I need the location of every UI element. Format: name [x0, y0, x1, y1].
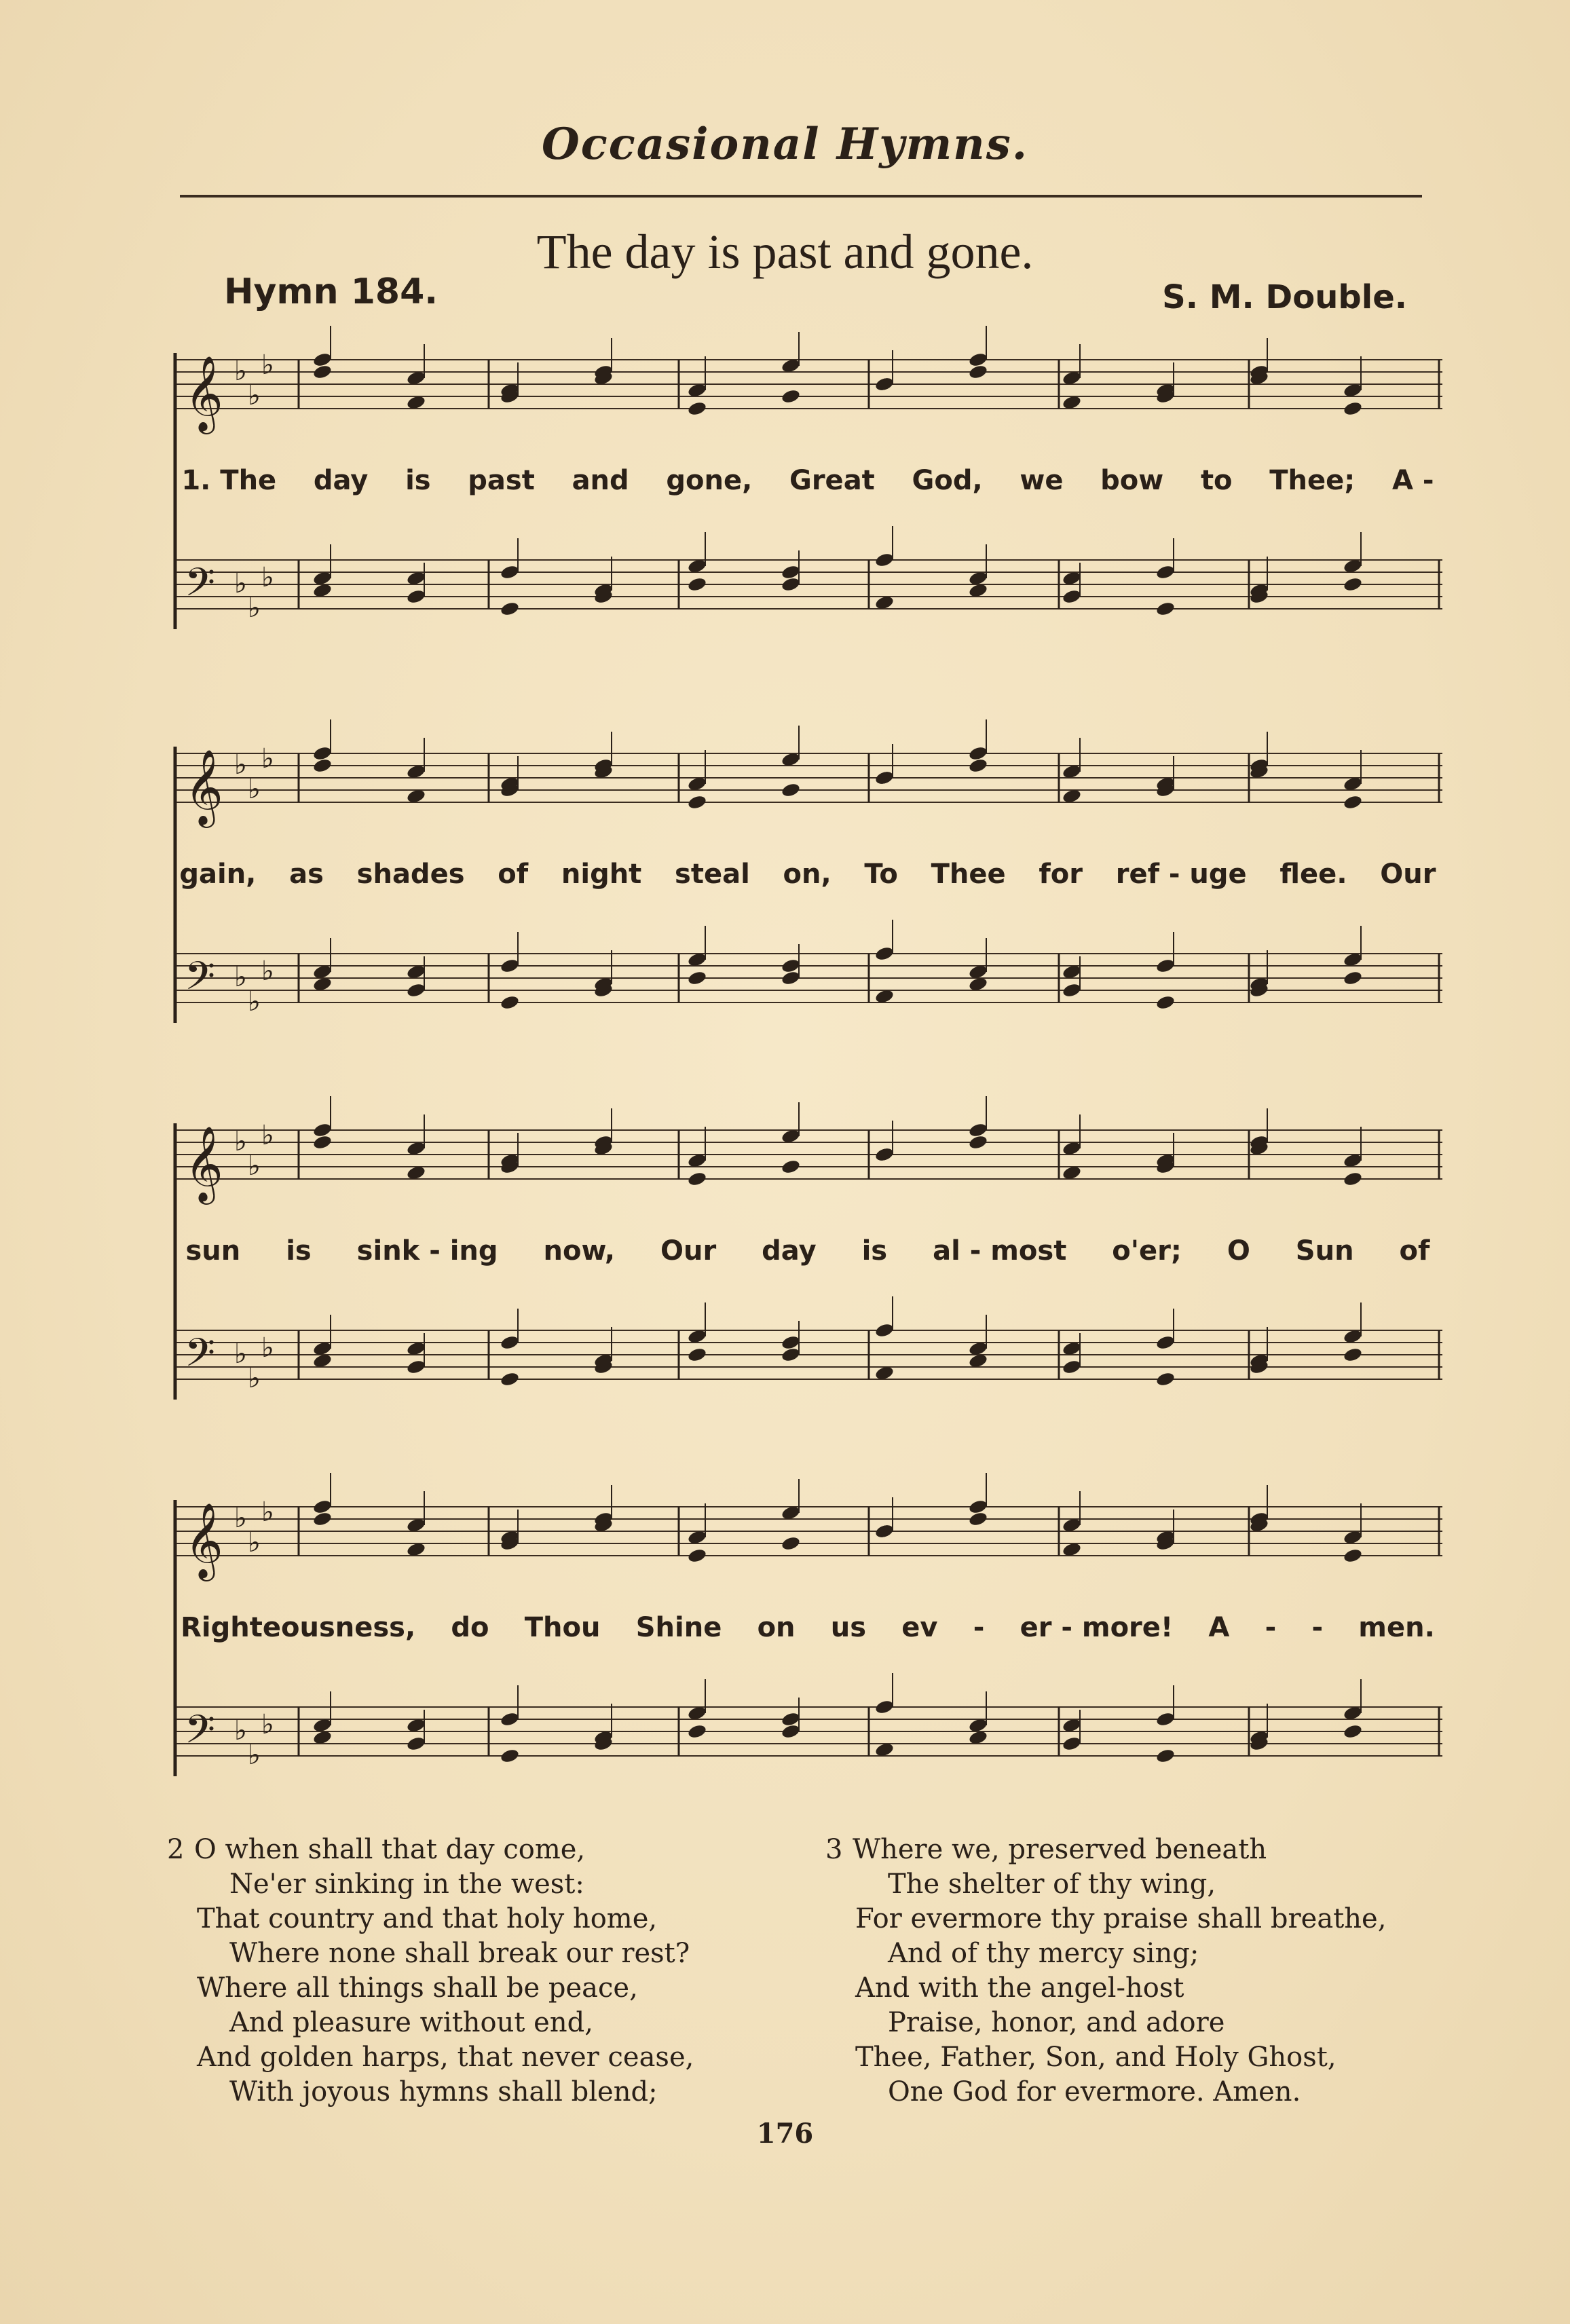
- notehead: [500, 1334, 520, 1351]
- lyric-syllable: Our: [1380, 859, 1436, 890]
- lyric-syllable: day: [313, 465, 369, 496]
- notehead: [874, 770, 895, 786]
- flat-icon: ♭: [248, 593, 261, 624]
- verse-text: Ne'er sinking in the west:: [229, 1869, 584, 1900]
- notehead: [406, 588, 426, 605]
- music-system-4: [163, 1473, 1453, 1812]
- lyric-syllable: past: [468, 465, 535, 496]
- lyrics-line: [163, 859, 1453, 890]
- notehead: [968, 1499, 988, 1515]
- music-system-2: [163, 719, 1453, 1059]
- notehead: [687, 400, 707, 417]
- lyric-syllable: as: [289, 859, 324, 890]
- lyric-syllable: flee.: [1279, 859, 1347, 890]
- verse-number: 2: [167, 1834, 185, 1865]
- hymn-number: Hymn 184.: [224, 271, 438, 312]
- verse-line: [197, 1902, 694, 1936]
- notehead: [968, 757, 988, 774]
- lyric-syllable: gone,: [666, 465, 753, 496]
- treble-clef-icon: 𝄞: [185, 749, 223, 825]
- lyric-syllable: ref - uge: [1115, 859, 1247, 890]
- notehead: [968, 352, 988, 368]
- hymn-title: The day is past and gone.: [536, 225, 1034, 279]
- lyrics-line: [163, 465, 1453, 496]
- flat-icon: ♭: [261, 1497, 274, 1528]
- notehead: [1155, 1334, 1176, 1351]
- notehead: [874, 945, 895, 962]
- lyric-syllable: bow: [1100, 465, 1164, 496]
- lyric-syllable: to: [1200, 465, 1233, 496]
- flat-icon: ♭: [234, 1503, 247, 1534]
- lyric-syllable: A: [1208, 1612, 1230, 1643]
- page-number: 176: [756, 2118, 814, 2150]
- notehead: [781, 1347, 801, 1363]
- lyric-syllable: is: [405, 465, 431, 496]
- verse-line: [197, 1867, 694, 1902]
- flat-icon: ♭: [234, 962, 247, 993]
- flat-icon: ♭: [248, 1527, 261, 1558]
- notehead: [312, 1134, 333, 1150]
- lyric-syllable: do: [451, 1612, 489, 1643]
- notehead: [874, 376, 895, 392]
- lyrics-line: [163, 1235, 1453, 1267]
- notehead: [312, 757, 333, 774]
- notehead: [312, 1511, 333, 1527]
- notehead: [406, 1736, 426, 1752]
- verse-text: Where all things shall be peace,: [197, 1972, 638, 2004]
- flat-icon: ♭: [261, 743, 274, 774]
- lyric-syllable: ev: [901, 1612, 938, 1643]
- notehead: [1155, 601, 1176, 617]
- notehead: [781, 1535, 801, 1552]
- verse-text: And of thy mercy sing;: [888, 1938, 1199, 1969]
- flat-icon: ♭: [234, 749, 247, 781]
- lyric-syllable: we: [1020, 465, 1064, 496]
- flat-icon: ♭: [261, 562, 274, 593]
- notehead: [406, 1359, 426, 1375]
- verse-text: And golden harps, that never cease,: [197, 2042, 694, 2073]
- lyric-syllable: Our: [660, 1235, 717, 1267]
- notehead: [312, 1122, 333, 1138]
- notehead: [874, 1322, 895, 1338]
- flat-icon: ♭: [248, 380, 261, 411]
- notehead: [312, 745, 333, 762]
- notehead: [500, 958, 520, 974]
- notehead: [687, 576, 707, 593]
- flat-icon: ♭: [234, 568, 247, 599]
- flat-icon: ♭: [261, 1120, 274, 1151]
- notehead: [687, 1347, 707, 1363]
- lyric-syllable: O: [1227, 1235, 1250, 1267]
- verse-line: [855, 1902, 1386, 1936]
- flat-icon: ♭: [261, 1332, 274, 1364]
- notehead: [874, 552, 895, 568]
- notehead: [1062, 982, 1082, 998]
- lyric-syllable: Sun: [1295, 1235, 1354, 1267]
- treble-clef-icon: 𝄞: [185, 1125, 223, 1201]
- verse-line: [197, 2075, 694, 2110]
- lyric-syllable: for: [1039, 859, 1083, 890]
- notehead: [1155, 564, 1176, 580]
- lyric-syllable: Shine: [635, 1612, 722, 1643]
- lyric-syllable: -: [973, 1612, 985, 1643]
- notehead: [312, 364, 333, 380]
- notehead: [687, 1723, 707, 1740]
- notehead: [968, 745, 988, 762]
- lyric-syllable: Thou: [524, 1612, 601, 1643]
- lyric-syllable: 1. The: [181, 465, 277, 496]
- notehead: [1343, 1347, 1363, 1363]
- bass-clef-icon: 𝄢: [185, 1706, 216, 1762]
- treble-clef-icon: 𝄞: [185, 355, 223, 431]
- verse-line: [167, 1833, 694, 1867]
- lyric-syllable: and: [572, 465, 629, 496]
- lyric-syllable: of: [1399, 1235, 1430, 1267]
- bass-clef-icon: 𝄢: [185, 1330, 216, 1385]
- lyric-syllable: sink - ing: [356, 1235, 498, 1267]
- lyric-syllable: o'er;: [1112, 1235, 1182, 1267]
- verse-line: [197, 1971, 694, 2006]
- notehead: [687, 1548, 707, 1564]
- notehead: [1155, 994, 1176, 1011]
- lyric-syllable: Righteousness,: [181, 1612, 416, 1643]
- verse-text: That country and that holy home,: [197, 1903, 658, 1934]
- lyric-syllable: Great: [789, 465, 875, 496]
- notehead: [500, 564, 520, 580]
- notehead: [781, 970, 801, 986]
- notehead: [781, 1711, 801, 1727]
- verse-3: [825, 1833, 1387, 2110]
- bass-clef-icon: 𝄢: [185, 559, 216, 615]
- verse-text: Praise, honor, and adore: [888, 2007, 1225, 2038]
- lyric-syllable: now,: [543, 1235, 616, 1267]
- lyric-syllable: To: [864, 859, 898, 890]
- verse-text: Where we, preserved beneath: [853, 1834, 1267, 1865]
- lyric-syllable: on: [757, 1612, 796, 1643]
- lyric-syllable: day: [762, 1235, 817, 1267]
- notehead: [500, 1371, 520, 1387]
- lyric-syllable: is: [861, 1235, 888, 1267]
- notehead: [687, 1171, 707, 1187]
- notehead: [781, 1159, 801, 1175]
- verse-text: With joyous hymns shall blend;: [229, 2076, 658, 2107]
- flat-icon: ♭: [234, 356, 247, 387]
- notehead: [1062, 1359, 1082, 1375]
- flat-icon: ♭: [234, 1715, 247, 1746]
- lyric-syllable: A -: [1391, 465, 1434, 496]
- lyric-syllable: God,: [912, 465, 983, 496]
- notehead: [781, 782, 801, 798]
- notehead: [312, 352, 333, 368]
- verse-text: Where none shall break our rest?: [229, 1938, 690, 1969]
- notehead: [1155, 1748, 1176, 1764]
- flat-icon: ♭: [248, 1150, 261, 1182]
- flat-icon: ♭: [261, 956, 274, 987]
- notehead: [500, 1711, 520, 1727]
- flat-icon: ♭: [248, 1740, 261, 1771]
- notehead: [1343, 970, 1363, 986]
- verse-text: One God for evermore. Amen.: [888, 2076, 1301, 2107]
- header-rule: [180, 195, 1422, 198]
- notehead: [968, 1134, 988, 1150]
- verse-text: And with the angel-host: [855, 1972, 1184, 2004]
- notehead: [781, 388, 801, 405]
- verse-text: And pleasure without end,: [229, 2007, 593, 2038]
- notehead: [781, 1334, 801, 1351]
- verse-line: [855, 1867, 1386, 1902]
- verse-text: The shelter of thy wing,: [888, 1869, 1216, 1900]
- lyric-syllable: night: [561, 859, 642, 890]
- flat-icon: ♭: [248, 986, 261, 1017]
- verse-line: [197, 2006, 694, 2040]
- lyric-syllable: steal: [675, 859, 750, 890]
- verse-number: 3: [825, 1834, 843, 1865]
- notehead: [1343, 576, 1363, 593]
- lyric-syllable: -: [1265, 1612, 1277, 1643]
- lyric-syllable: Thee: [931, 859, 1006, 890]
- verse-text: For evermore thy praise shall breathe,: [855, 1903, 1387, 1934]
- lyric-syllable: men.: [1358, 1612, 1435, 1643]
- verse-text: Thee, Father, Son, and Holy Ghost,: [855, 2042, 1337, 2073]
- section-header: Occasional Hymns.: [542, 119, 1028, 170]
- verse-2: [167, 1833, 694, 2110]
- notehead: [500, 601, 520, 617]
- notehead: [1155, 958, 1176, 974]
- music-system-1: [163, 326, 1453, 665]
- additional-verses: [163, 1833, 1453, 2124]
- notehead: [1062, 1736, 1082, 1752]
- flat-icon: ♭: [248, 774, 261, 805]
- flat-icon: ♭: [248, 1363, 261, 1394]
- notehead: [781, 576, 801, 593]
- lyric-syllable: -: [1311, 1612, 1324, 1643]
- notehead: [1343, 400, 1363, 417]
- lyric-syllable: of: [498, 859, 529, 890]
- lyric-syllable: sun: [185, 1235, 241, 1267]
- notehead: [874, 1699, 895, 1715]
- notehead: [1062, 588, 1082, 605]
- verse-line: [855, 1936, 1386, 1971]
- verse-line: [855, 2006, 1386, 2040]
- verse-line: [197, 2040, 694, 2075]
- lyrics-line: [163, 1612, 1453, 1643]
- lyric-syllable: on,: [783, 859, 831, 890]
- notehead: [406, 982, 426, 998]
- notehead: [968, 1122, 988, 1138]
- flat-icon: ♭: [261, 1709, 274, 1740]
- lyric-syllable: us: [830, 1612, 867, 1643]
- lyric-syllable: is: [286, 1235, 312, 1267]
- notehead: [1343, 1548, 1363, 1564]
- notehead: [1155, 1711, 1176, 1727]
- lyric-syllable: gain,: [179, 859, 257, 890]
- notehead: [1155, 1371, 1176, 1387]
- flat-icon: ♭: [261, 350, 274, 381]
- verse-line: [855, 2040, 1386, 2075]
- notehead: [687, 970, 707, 986]
- notehead: [1343, 1171, 1363, 1187]
- notehead: [781, 958, 801, 974]
- notehead: [1343, 1723, 1363, 1740]
- lyric-syllable: al - most: [933, 1235, 1067, 1267]
- notehead: [968, 364, 988, 380]
- notehead: [312, 1499, 333, 1515]
- notehead: [687, 794, 707, 810]
- flat-icon: ♭: [234, 1126, 247, 1157]
- bass-clef-icon: 𝄢: [185, 953, 216, 1009]
- hymn-meter: S. M. Double.: [1162, 278, 1407, 316]
- notehead: [500, 994, 520, 1011]
- verse-line: [197, 1936, 694, 1971]
- treble-clef-icon: 𝄞: [185, 1502, 223, 1578]
- notehead: [874, 1523, 895, 1539]
- notehead: [781, 1723, 801, 1740]
- music-system-3: [163, 1096, 1453, 1436]
- lyric-syllable: er - more!: [1020, 1612, 1174, 1643]
- lyric-syllable: shades: [356, 859, 465, 890]
- notehead: [500, 1748, 520, 1764]
- notehead: [781, 564, 801, 580]
- notehead: [968, 1511, 988, 1527]
- verse-line: [825, 1833, 1386, 1867]
- verse-line: [855, 2075, 1386, 2110]
- notehead: [1343, 794, 1363, 810]
- notehead: [874, 1146, 895, 1163]
- flat-icon: ♭: [234, 1338, 247, 1370]
- verse-text: O when shall that day come,: [194, 1834, 586, 1865]
- verse-line: [855, 1971, 1386, 2006]
- lyric-syllable: Thee;: [1269, 465, 1356, 496]
